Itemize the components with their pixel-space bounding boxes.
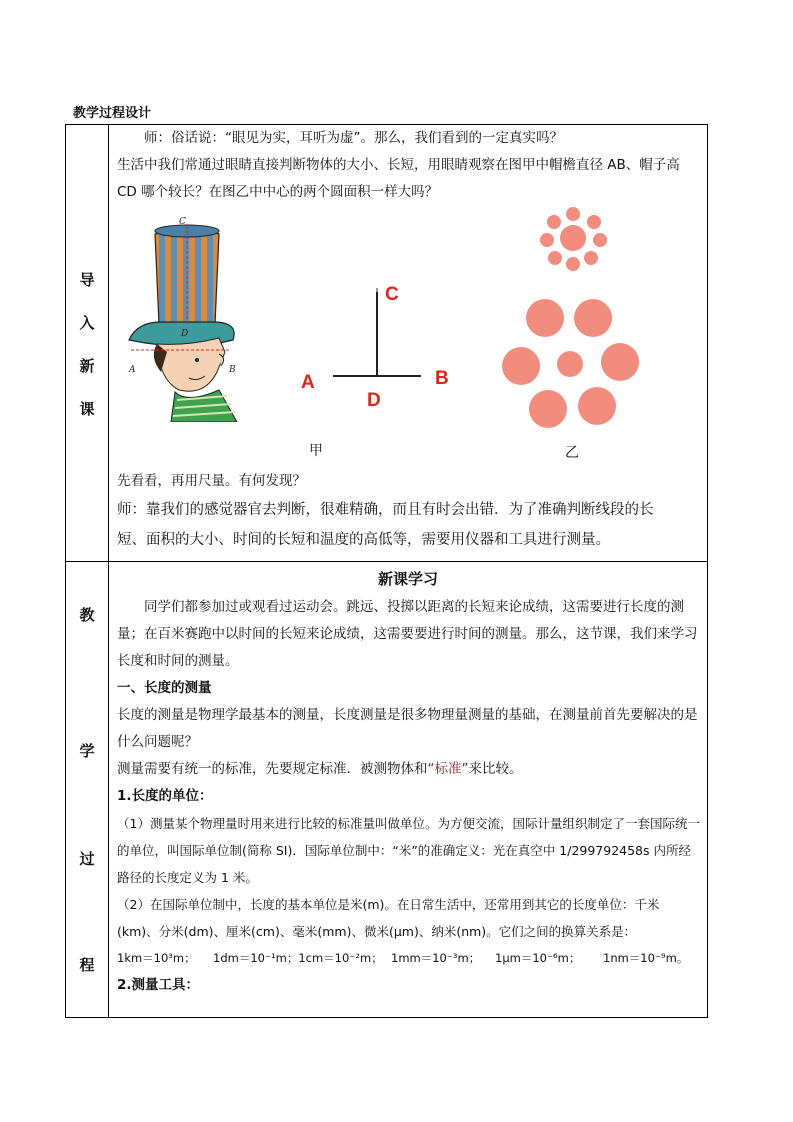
side-char: 课 xyxy=(79,400,95,418)
conversion-item: 1dm＝10⁻¹m；1cm＝10⁻²m； xyxy=(213,951,383,965)
intro-line: 先看看，再用尺量。有何发现？ xyxy=(117,473,306,489)
side-char: 导 xyxy=(79,271,95,289)
intro-line: CD 哪个较长？在图乙中中心的两个圆面积一样大吗？ xyxy=(117,184,439,200)
side-char: 学 xyxy=(79,742,95,760)
lesson-paragraph xyxy=(109,756,707,783)
lesson-content xyxy=(109,562,708,1018)
text-segment: 测量需要有统一的标准，先要规定标准．被测物体和 xyxy=(117,761,428,777)
lesson-heading: 2.测量工具： xyxy=(117,977,200,993)
lesson-plan-table xyxy=(65,124,708,1018)
figure-caption-right: 乙 xyxy=(565,445,579,461)
hat-label-a: A xyxy=(129,365,136,375)
quoted-standard: “标准” xyxy=(427,761,469,777)
side-char: 教 xyxy=(79,606,95,624)
lesson-row xyxy=(66,562,708,1018)
lesson-paragraph: 同学们都参加过或观看过运动会。跳远、投掷以距离的长短来论成绩，这需要进行长度的测量；在百米赛跑中以时间的长短来论成绩，这需要要进行时间的测量。那么，这节课，我们来学习长度和时间的测量。 xyxy=(117,599,698,669)
lesson-heading: 1.长度的单位： xyxy=(117,788,213,804)
hat-label-b: B xyxy=(229,365,236,375)
side-char: 过 xyxy=(79,850,95,868)
small-surround-group xyxy=(540,207,607,271)
conversion-item: 1nm＝10⁻⁹m。 xyxy=(603,951,689,965)
line-label-b: B xyxy=(435,368,449,389)
intro-side-label xyxy=(66,125,109,562)
intro-content xyxy=(109,125,708,562)
lesson-heading: 一、长度的测量 xyxy=(117,680,212,696)
lesson-paragraph: （2）在国际单位制中，长度的基本单位是米(m)。在日常生活中，还常用到其它的长度单位：千米(km)、分米(dm)、厘米(cm)、毫米(mm)、微米(μm)、纳米(nm)。它们之间的换算关系是： xyxy=(117,897,660,939)
hat-boy-illustration xyxy=(127,212,257,422)
side-char: 程 xyxy=(79,956,95,974)
unit-conversions xyxy=(109,945,707,972)
intro-line: 短、面积的大小、时间的长短和温度的高低等，需要用仪器和工具进行测量。 xyxy=(117,532,610,548)
intro-row xyxy=(66,125,708,562)
conversion-item: 1μm＝10⁻⁶m； xyxy=(495,951,581,965)
line-label-c: C xyxy=(385,284,399,305)
side-char: 入 xyxy=(79,314,95,332)
hat-label-c: C xyxy=(179,217,186,227)
ebbinghaus-illustration xyxy=(501,206,651,446)
conversion-item: 1mm＝10⁻³m； xyxy=(391,951,481,965)
intro-line: 师：靠我们的感觉器官去判断，很难精确，而且有时会出错．为了准确判断线段的长 xyxy=(117,502,654,518)
illusion-figures xyxy=(109,206,707,468)
lesson-title: 新课学习 xyxy=(377,570,438,588)
lesson-paragraph: （1）测量某个物理量时用来进行比较的标准量叫做单位。为方便交流，国际计量组织制定了一套国际统一的单位，叫国际单位制(简称 SI)．国际单位制中：“米”的准确定义：光在真空中 1/299792458s 内所经路径的长度定义为 1 米。 xyxy=(117,816,700,885)
section-heading: 教学过程设计 xyxy=(73,106,152,121)
intro-line: 师：俗话说：“眼见为实，耳听为虚”。那么，我们看到的一定真实吗？ xyxy=(144,130,563,146)
figure-caption-left: 甲 xyxy=(309,443,323,459)
lesson-paragraph: 长度的测量是物理学最基本的测量，长度测量是很多物理量测量的基础，在测量前首先要解决的是什么问题呢？ xyxy=(117,707,698,750)
conversion-item: 1km＝10³m； xyxy=(117,951,196,965)
side-char: 新 xyxy=(79,357,95,375)
inverted-t-illustration xyxy=(297,262,477,412)
intro-line: 生活中我们常通过眼睛直接判断物体的大小、长短，用眼睛观察在图甲中帽檐直径 AB、帽子高 xyxy=(117,157,680,173)
hat-label-d: D xyxy=(181,329,189,339)
lesson-side-label xyxy=(66,562,109,1018)
line-label-d: D xyxy=(367,390,381,411)
large-surround-group xyxy=(502,299,639,428)
line-label-a: A xyxy=(301,372,315,393)
text-segment: 来比较。 xyxy=(468,761,523,777)
